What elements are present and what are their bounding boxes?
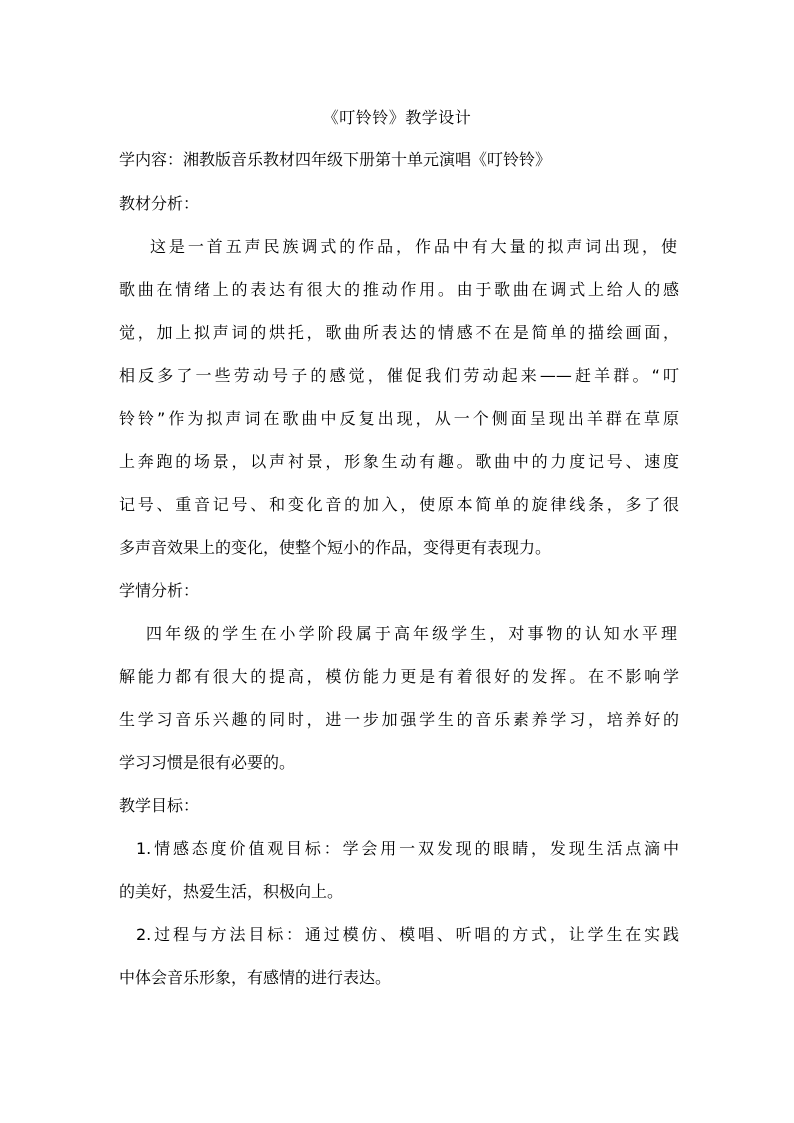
analysis-line: 上奔跑的场景，以声衬景，形象生动有趣。歌曲中的力度记号、速度: [119, 452, 679, 471]
goal-line: 2.过程与方法目标：通过模仿、模唱、听唱的方式，让学生在实践: [136, 925, 679, 944]
goal-line: 1.情感态度价值观目标：学会用一双发现的眼睛，发现生活点滴中: [136, 839, 679, 858]
analysis-line: 多声音效果上的变化，使整个短小的作品，变得更有表现力。: [119, 538, 552, 557]
student-line: 生学习音乐兴趣的同时，进一步加强学生的音乐素养学习，培养好的: [119, 710, 679, 729]
analysis-line: 铃铃”作为拟声词在歌曲中反复出现，从一个侧面呈现出羊群在草原: [119, 409, 679, 428]
content-line: 学内容：湘教版音乐教材四年级下册第十单元演唱《叮铃铃》: [119, 150, 552, 169]
analysis-line: 相反多了一些劳动号子的感觉，催促我们劳动起来——赶羊群。“叮: [119, 366, 679, 385]
analysis-line: 歌曲在情绪上的表达有很大的推动作用。由于歌曲在调式上给人的感: [119, 280, 679, 299]
student-line: 四年级的学生在小学阶段属于高年级学生，对事物的认知水平理: [146, 624, 677, 643]
goal-line: 中体会音乐形象，有感情的进行表达。: [119, 968, 392, 987]
analysis-line: 觉，加上拟声词的烘托，歌曲所表达的情感不在是简单的描绘画面，: [119, 323, 679, 342]
analysis-heading: 教材分析：: [119, 194, 200, 213]
student-heading: 学情分析：: [119, 581, 200, 600]
student-line: 学习习惯是很有必要的。: [119, 753, 296, 772]
document-title: 《叮铃铃》教学设计: [322, 108, 472, 127]
analysis-line: 这是一首五声民族调式的作品，作品中有大量的拟声词出现，使: [150, 237, 677, 256]
analysis-line: 记号、重音记号、和变化音的加入，使原本简单的旋律线条，多了很: [119, 495, 679, 514]
goals-heading: 教学目标：: [119, 796, 200, 815]
goal-line: 的美好，热爱生活，积极向上。: [119, 882, 344, 901]
student-line: 解能力都有很大的提高，模仿能力更是有着很好的发挥。在不影响学: [119, 667, 679, 686]
